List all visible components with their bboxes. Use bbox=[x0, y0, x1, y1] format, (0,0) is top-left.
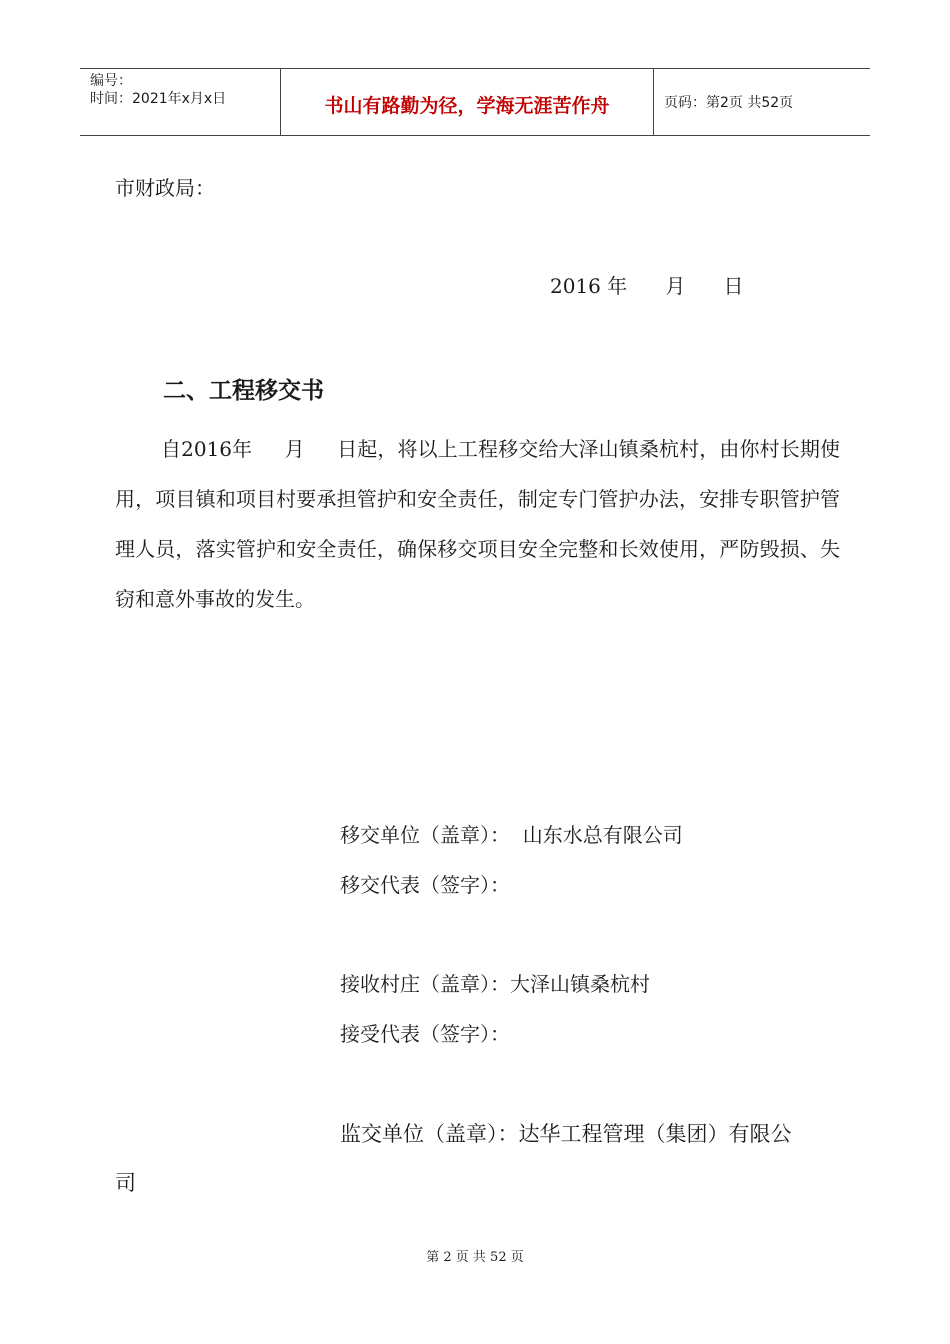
supervising-unit-wrap: 司 bbox=[115, 1171, 136, 1195]
page-footer: 第 2 页 共 52 页 bbox=[426, 1250, 524, 1265]
header-page-info: 页码：第2页 共52页 bbox=[664, 95, 794, 111]
section-title: 二、工程移交书 bbox=[163, 378, 324, 404]
transfer-rep-line: 移交代表（签字）： bbox=[340, 873, 510, 897]
receiving-rep-line: 接受代表（签字）： bbox=[340, 1022, 510, 1046]
document-header bbox=[80, 68, 870, 136]
recipient-line: 市财政局： bbox=[115, 176, 215, 200]
supervising-unit-line: 监交单位（盖章）：达华工程管理（集团）有限公 bbox=[340, 1122, 792, 1146]
transfer-unit-line: 移交单位（盖章）： 山东水总有限公司 bbox=[340, 823, 683, 847]
document-number-label: 编号： bbox=[90, 73, 132, 89]
header-motto: 书山有路勤为径，学海无涯苦作舟 bbox=[281, 69, 654, 135]
document-time-label: 时间：2021年x月x日 bbox=[90, 91, 227, 107]
date-line: 2016 年 月 日 bbox=[550, 274, 744, 298]
transfer-paragraph: 自2016年 月 日起，将以上工程移交给大泽山镇桑杭村，由你村长期使用，项目镇和项目村要承担管护和安全责任，制定专门管护办法，安排专职管护管理人员，落实管护和安全责任，确保移交项目安全完整和长效使用，严防毁损、失窃和意外事故的发生。 bbox=[115, 437, 840, 611]
header-meta-cell bbox=[80, 69, 281, 135]
receiving-village-line: 接收村庄（盖章）：大泽山镇桑杭村 bbox=[340, 972, 650, 996]
